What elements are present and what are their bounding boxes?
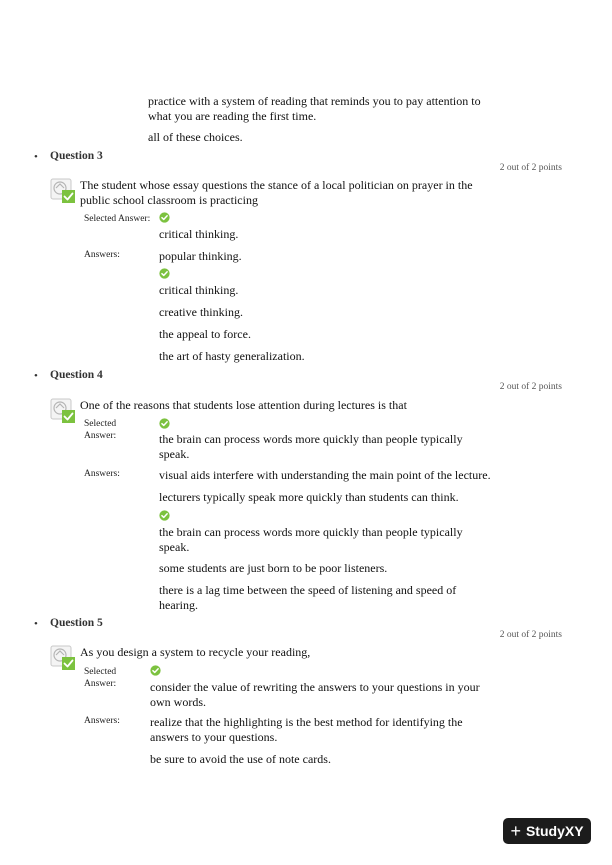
question-5-title: Question 5: [50, 617, 103, 629]
answer-option: popular thinking.: [159, 249, 242, 263]
answer-option: the brain can process words more quickly than people typically speak.: [159, 525, 463, 554]
check-icon: [159, 418, 170, 429]
correct-icon: [50, 178, 76, 204]
question-3-title: Question 3: [50, 150, 103, 162]
bullet: •: [34, 151, 38, 163]
prev-answer-option: all of these choices.: [148, 130, 243, 144]
check-icon: [159, 268, 170, 279]
answer-option: realize that the highlighting is the best method for identifying the answers to your questions.: [150, 715, 463, 744]
answers-label: Answers:: [84, 250, 120, 260]
check-icon: [150, 665, 161, 676]
question-3-points: 2 out of 2 points: [499, 163, 562, 173]
plus-icon: +: [510, 821, 521, 841]
question-4-points: 2 out of 2 points: [499, 382, 562, 392]
answer-option: critical thinking.: [159, 283, 239, 297]
check-icon: [159, 212, 170, 223]
prev-answer-option: practice with a system of reading that reminds you to pay attention to what you are reading the first time.: [148, 94, 481, 123]
question-4-title: Question 4: [50, 369, 103, 381]
selected-answer-label: Selected Answer:: [84, 419, 117, 441]
answer-option: there is a lag time between the speed of listening and speed of hearing.: [159, 583, 457, 612]
bullet: •: [34, 370, 38, 382]
answer-option: the art of hasty generalization.: [159, 349, 305, 363]
answer-option: creative thinking.: [159, 305, 243, 319]
selected-answer-label: Selected Answer:: [84, 667, 117, 689]
studyxy-badge[interactable]: [503, 818, 591, 844]
question-3-text: The student whose essay questions the stance of a local politician on prayer in the public school classroom is practicing: [80, 178, 473, 207]
answer-option: lecturers typically speak more quickly than students can think.: [159, 490, 459, 504]
correct-icon: [50, 645, 76, 671]
answers-label: Answers:: [84, 469, 120, 479]
question-4-text: One of the reasons that students lose attention during lectures is that: [80, 398, 407, 412]
check-icon: [159, 510, 170, 521]
answer-option: visual aids interfere with understanding the main point of the lecture.: [159, 468, 491, 482]
answer-option: some students are just born to be poor listeners.: [159, 561, 388, 575]
answers-label: Answers:: [84, 716, 120, 726]
question-5-points: 2 out of 2 points: [499, 630, 562, 640]
selected-answer: critical thinking.: [159, 227, 239, 241]
answer-option: be sure to avoid the use of note cards.: [150, 752, 331, 766]
badge-label: StudyXY: [525, 823, 584, 839]
answer-option: the appeal to force.: [159, 327, 251, 341]
bullet: •: [34, 618, 38, 630]
selected-answer-label: Selected Answer:: [84, 214, 151, 224]
selected-answer: consider the value of rewriting the answers to your questions in your own words.: [150, 680, 480, 709]
selected-answer: the brain can process words more quickly than people typically speak.: [159, 432, 463, 461]
question-5-text: As you design a system to recycle your reading,: [80, 645, 311, 659]
correct-icon: [50, 398, 76, 424]
